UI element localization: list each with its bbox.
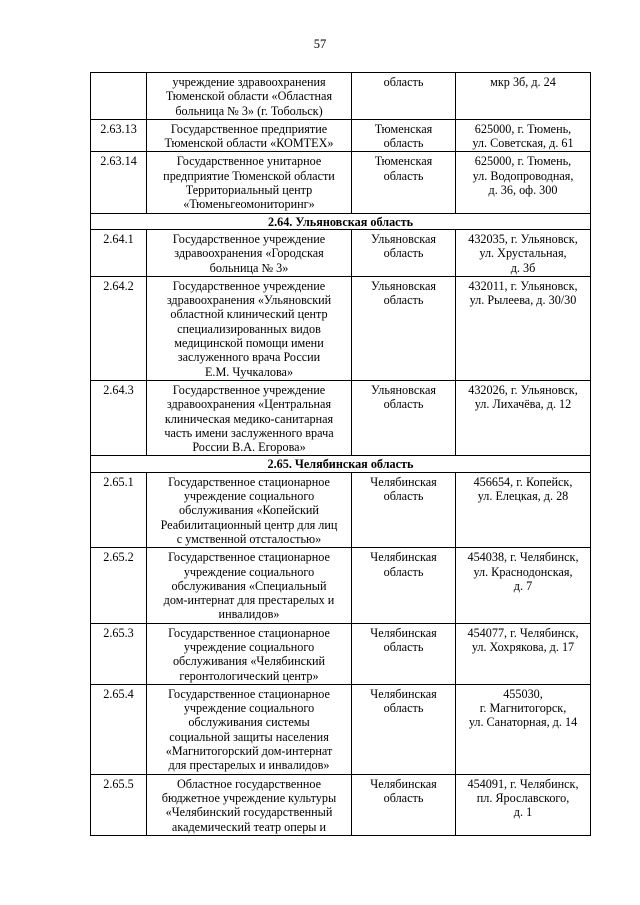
region-name: Ульяновская область	[352, 229, 456, 276]
entry-number: 2.65.1	[91, 472, 147, 547]
table-row	[91, 548, 591, 623]
table-row	[91, 684, 591, 774]
region-name: Челябинская область	[352, 623, 456, 684]
page-number: 57	[313, 37, 327, 51]
table-row	[91, 380, 591, 455]
entry-number: 2.63.14	[91, 152, 147, 213]
address: 454077, г. Челябинск, ул. Хохрякова, д. 17	[456, 623, 591, 684]
address: 625000, г. Тюмень, ул. Советская, д. 61	[456, 119, 591, 152]
table-row	[91, 472, 591, 547]
organization-name: Государственное учреждение здравоохранения «Ульяновский областной клинический центр специализированных видов медицинской помощи имени заслуженного врача России Е.М. Чучкалова»	[147, 276, 352, 380]
address: 456654, г. Копейск, ул. Елецкая, д. 28	[456, 472, 591, 547]
organization-name: Государственное учреждение здравоохранения «Центральная клиническая медико-санитарная часть имени заслуженного врача России В.А. Егорова»	[147, 380, 352, 455]
address: мкр 3б, д. 24	[456, 73, 591, 120]
organization-name: Государственное предприятие Тюменской области «КОМТЕХ»	[147, 119, 352, 152]
address: 625000, г. Тюмень, ул. Водопроводная, д. 36, оф. 300	[456, 152, 591, 213]
table-row	[91, 276, 591, 380]
region-name: Челябинская область	[352, 548, 456, 623]
section-title: 2.64. Ульяновская область	[91, 213, 591, 229]
address: 432026, г. Ульяновск, ул. Лихачёва, д. 12	[456, 380, 591, 455]
section-header-row	[91, 213, 591, 229]
organization-name: Государственное стационарное учреждение социального обслуживания «Челябинский геронтологический центр»	[147, 623, 352, 684]
table-row	[91, 152, 591, 213]
entry-number: 2.65.4	[91, 684, 147, 774]
region-name: Челябинская область	[352, 472, 456, 547]
organization-name: Областное государственное бюджетное учреждение культуры «Челябинский государственный академический театр оперы и	[147, 774, 352, 835]
region-name: Челябинская область	[352, 774, 456, 835]
organization-name: Государственное стационарное учреждение социального обслуживания «Копейский Реабилитационный центр для лиц с умственной отсталостью»	[147, 472, 352, 547]
table-row	[91, 229, 591, 276]
region-name: область	[352, 73, 456, 120]
organizations-table	[90, 72, 591, 836]
section-header-row	[91, 456, 591, 472]
organization-name: учреждение здравоохранения Тюменской области «Областная больница № 3» (г. Тобольск)	[147, 73, 352, 120]
address: 432011, г. Ульяновск, ул. Рылеева, д. 30/30	[456, 276, 591, 380]
table-row	[91, 119, 591, 152]
table-body	[91, 73, 591, 836]
region-name: Ульяновская область	[352, 276, 456, 380]
region-name: Ульяновская область	[352, 380, 456, 455]
entry-number: 2.64.1	[91, 229, 147, 276]
entry-number: 2.64.3	[91, 380, 147, 455]
table-row	[91, 73, 591, 120]
entry-number: 2.64.2	[91, 276, 147, 380]
entry-number: 2.63.13	[91, 119, 147, 152]
entry-number	[91, 73, 147, 120]
address: 432035, г. Ульяновск, ул. Хрустальная, д. 3б	[456, 229, 591, 276]
organization-name: Государственное унитарное предприятие Тюменской области Территориальный центр «Тюменьгеомониторинг»	[147, 152, 352, 213]
address: 454091, г. Челябинск, пл. Ярославского, д. 1	[456, 774, 591, 835]
organization-name: Государственное стационарное учреждение социального обслуживания системы социальной защиты населения «Магнитогорский дом-интернат для престарелых и инвалидов»	[147, 684, 352, 774]
region-name: Челябинская область	[352, 684, 456, 774]
table-row	[91, 623, 591, 684]
organization-name: Государственное стационарное учреждение социального обслуживания «Специальный дом-интернат для престарелых и инвалидов»	[147, 548, 352, 623]
region-name: Тюменская область	[352, 152, 456, 213]
region-name: Тюменская область	[352, 119, 456, 152]
entry-number: 2.65.3	[91, 623, 147, 684]
organization-name: Государственное учреждение здравоохранения «Городская больница № 3»	[147, 229, 352, 276]
section-title: 2.65. Челябинская область	[91, 456, 591, 472]
address: 455030, г. Магнитогорск, ул. Санаторная, д. 14	[456, 684, 591, 774]
address: 454038, г. Челябинск, ул. Краснодонская, д. 7	[456, 548, 591, 623]
table-row	[91, 774, 591, 835]
entry-number: 2.65.2	[91, 548, 147, 623]
entry-number: 2.65.5	[91, 774, 147, 835]
